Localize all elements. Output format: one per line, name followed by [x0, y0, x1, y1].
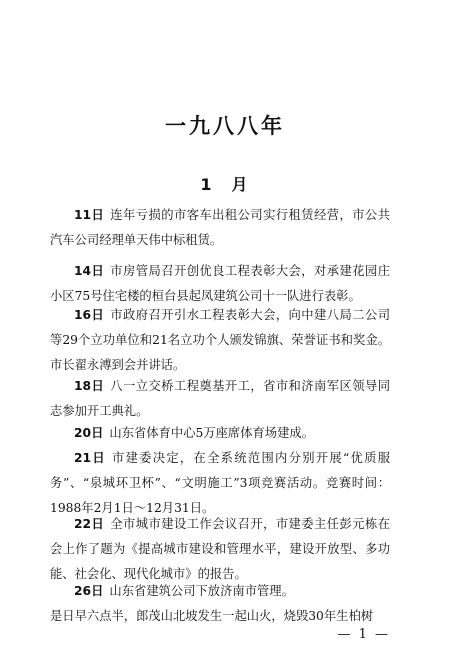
entry-text: 八一立交桥工程奠基开工，省市和济南军区领导同志参加开工典礼。: [50, 379, 390, 418]
entry-text: 连年亏损的市客车出租公司实行租赁经营，市公共汽车公司经理单天伟中标租赁。: [50, 208, 390, 247]
month-title: 1 月: [200, 175, 250, 194]
entry-14: [50, 259, 390, 309]
entry-text: 市建委决定，在全系统范围内分别开展“优质服务”、“泉城环卫杯”、“文明施工”3项竞赛活动。竞赛时间：1988年2月1日～12月31日。: [50, 451, 390, 515]
entry-18: [50, 374, 390, 424]
page-number: — 1 —: [337, 627, 390, 642]
entry-day: 26日: [74, 584, 104, 598]
entry-text: 全市城市建设工作会议召开，市建委主任彭元栋在会上作了题为《提高城市建设和管理水平，建设开放型、多功能、社会化、现代化城市》的报告。: [50, 517, 390, 581]
entry-day: 14日: [74, 264, 105, 278]
entry-text: 山东省建筑公司下放济南市管理。: [109, 584, 294, 598]
entry-text: 市房管局召开创优良工程表彰大会，对承建花园庄小区75号住宅楼的桓台县起凤建筑公司十一队进行表彰。: [50, 264, 390, 303]
entry-22: [50, 512, 390, 587]
entry-16: [50, 303, 390, 378]
entry-day: 11日: [74, 208, 105, 222]
entry-21: [50, 446, 390, 521]
entry-day: 20日: [74, 426, 104, 440]
year-title: 一九八八年: [165, 114, 285, 138]
entry-day: 16日: [74, 308, 105, 322]
entry-20: [50, 421, 390, 446]
continuation-text: 是日早六点半，郎茂山北坡发生一起山火，烧毁30年生柏树: [50, 609, 374, 623]
entry-day: 21日: [74, 451, 106, 465]
entry-11: [50, 203, 390, 253]
entry-text: 山东省体育中心5万座席体育场建成。: [109, 426, 314, 440]
entry-day: 22日: [74, 517, 105, 531]
entry-26: [50, 579, 390, 604]
entry-text: 市政府召开引水工程表彰大会，向中建八局二公司等29个立功单位和21名立功个人颁发锦旗、荣誉证书和奖金。市长翟永溥到会并讲话。: [50, 308, 390, 372]
entry-day: 18日: [74, 379, 105, 393]
